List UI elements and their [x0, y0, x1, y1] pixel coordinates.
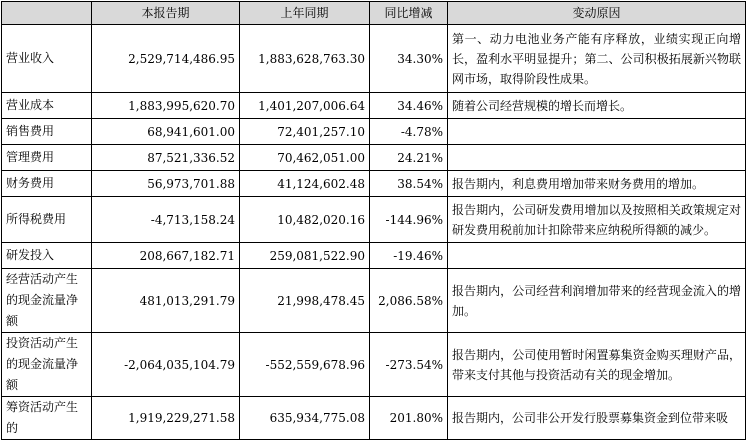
header-yoy-change: 同比增减	[370, 2, 448, 25]
row-current-value: 208,667,182.71	[92, 243, 240, 269]
header-row	[2, 2, 746, 25]
row-previous-value: 72,401,257.10	[240, 119, 370, 145]
table-row	[2, 269, 746, 333]
table-row	[2, 243, 746, 269]
row-item-label: 财务费用	[2, 171, 92, 197]
row-previous-value: 1,401,207,006.64	[240, 93, 370, 119]
row-previous-value: -552,559,678.96	[240, 333, 370, 397]
row-current-value: 87,521,336.52	[92, 145, 240, 171]
table-row	[2, 397, 746, 440]
header-item	[2, 2, 92, 25]
row-item-label: 销售费用	[2, 119, 92, 145]
row-current-value: 68,941,601.00	[92, 119, 240, 145]
row-reason: 报告期内，公司使用暂时闲置募集资金购买理财产品，带来支付其他与投资活动有关的现金增加。	[448, 333, 746, 397]
row-current-value: -2,064,035,104.79	[92, 333, 240, 397]
table-row	[2, 197, 746, 243]
row-change-percent: -4.78%	[370, 119, 448, 145]
row-change-percent: 2,086.58%	[370, 269, 448, 333]
row-item-label: 筹资活动产生的	[2, 397, 92, 440]
row-item-label: 营业成本	[2, 93, 92, 119]
header-previous-period: 上年同期	[240, 2, 370, 25]
table-row	[2, 171, 746, 197]
row-item-label: 管理费用	[2, 145, 92, 171]
row-current-value: 481,013,291.79	[92, 269, 240, 333]
row-reason	[448, 145, 746, 171]
table-row	[2, 145, 746, 171]
row-reason: 第一、动力电池业务产能有序释放，业绩实现正向增长，盈利水平明显提升；第二、公司积极拓展新兴物联网市场，取得阶段性成果。	[448, 25, 746, 93]
row-reason	[448, 243, 746, 269]
row-reason: 随着公司经营规模的增长而增长。	[448, 93, 746, 119]
row-previous-value: 1,883,628,763.30	[240, 25, 370, 93]
row-item-label: 投资活动产生的现金流量净额	[2, 333, 92, 397]
header-current-period: 本报告期	[92, 2, 240, 25]
row-current-value: 56,973,701.88	[92, 171, 240, 197]
table-row	[2, 333, 746, 397]
row-previous-value: 10,482,020.16	[240, 197, 370, 243]
row-change-percent: 38.54%	[370, 171, 448, 197]
row-change-percent: -19.46%	[370, 243, 448, 269]
row-item-label: 营业收入	[2, 25, 92, 93]
row-reason: 报告期内，公司经营利润增加带来的经营现金流入的增加。	[448, 269, 746, 333]
row-item-label: 经营活动产生的现金流量净额	[2, 269, 92, 333]
financial-changes-table	[1, 1, 746, 440]
row-reason: 报告期内，公司研发费用增加以及按照相关政策规定对研发费用税前加计扣除带来应纳税所得额的减少。	[448, 197, 746, 243]
row-change-percent: 34.30%	[370, 25, 448, 93]
row-change-percent: -144.96%	[370, 197, 448, 243]
row-previous-value: 259,081,522.90	[240, 243, 370, 269]
row-current-value: 1,883,995,620.70	[92, 93, 240, 119]
row-reason: 报告期内，利息费用增加带来财务费用的增加。	[448, 171, 746, 197]
table-row	[2, 25, 746, 93]
row-change-percent: -273.54%	[370, 333, 448, 397]
row-previous-value: 41,124,602.48	[240, 171, 370, 197]
row-change-percent: 201.80%	[370, 397, 448, 440]
row-item-label: 研发投入	[2, 243, 92, 269]
row-reason: 报告期内，公司非公开发行股票募集资金到位带来吸	[448, 397, 746, 440]
row-previous-value: 21,998,478.45	[240, 269, 370, 333]
row-current-value: 2,529,714,486.95	[92, 25, 240, 93]
row-change-percent: 24.21%	[370, 145, 448, 171]
row-current-value: 1,919,229,271.58	[92, 397, 240, 440]
row-previous-value: 635,934,775.08	[240, 397, 370, 440]
row-current-value: -4,713,158.24	[92, 197, 240, 243]
row-change-percent: 34.46%	[370, 93, 448, 119]
table-row	[2, 119, 746, 145]
table-row	[2, 93, 746, 119]
row-item-label: 所得税费用	[2, 197, 92, 243]
row-previous-value: 70,462,051.00	[240, 145, 370, 171]
header-reason: 变动原因	[448, 2, 746, 25]
row-reason	[448, 119, 746, 145]
